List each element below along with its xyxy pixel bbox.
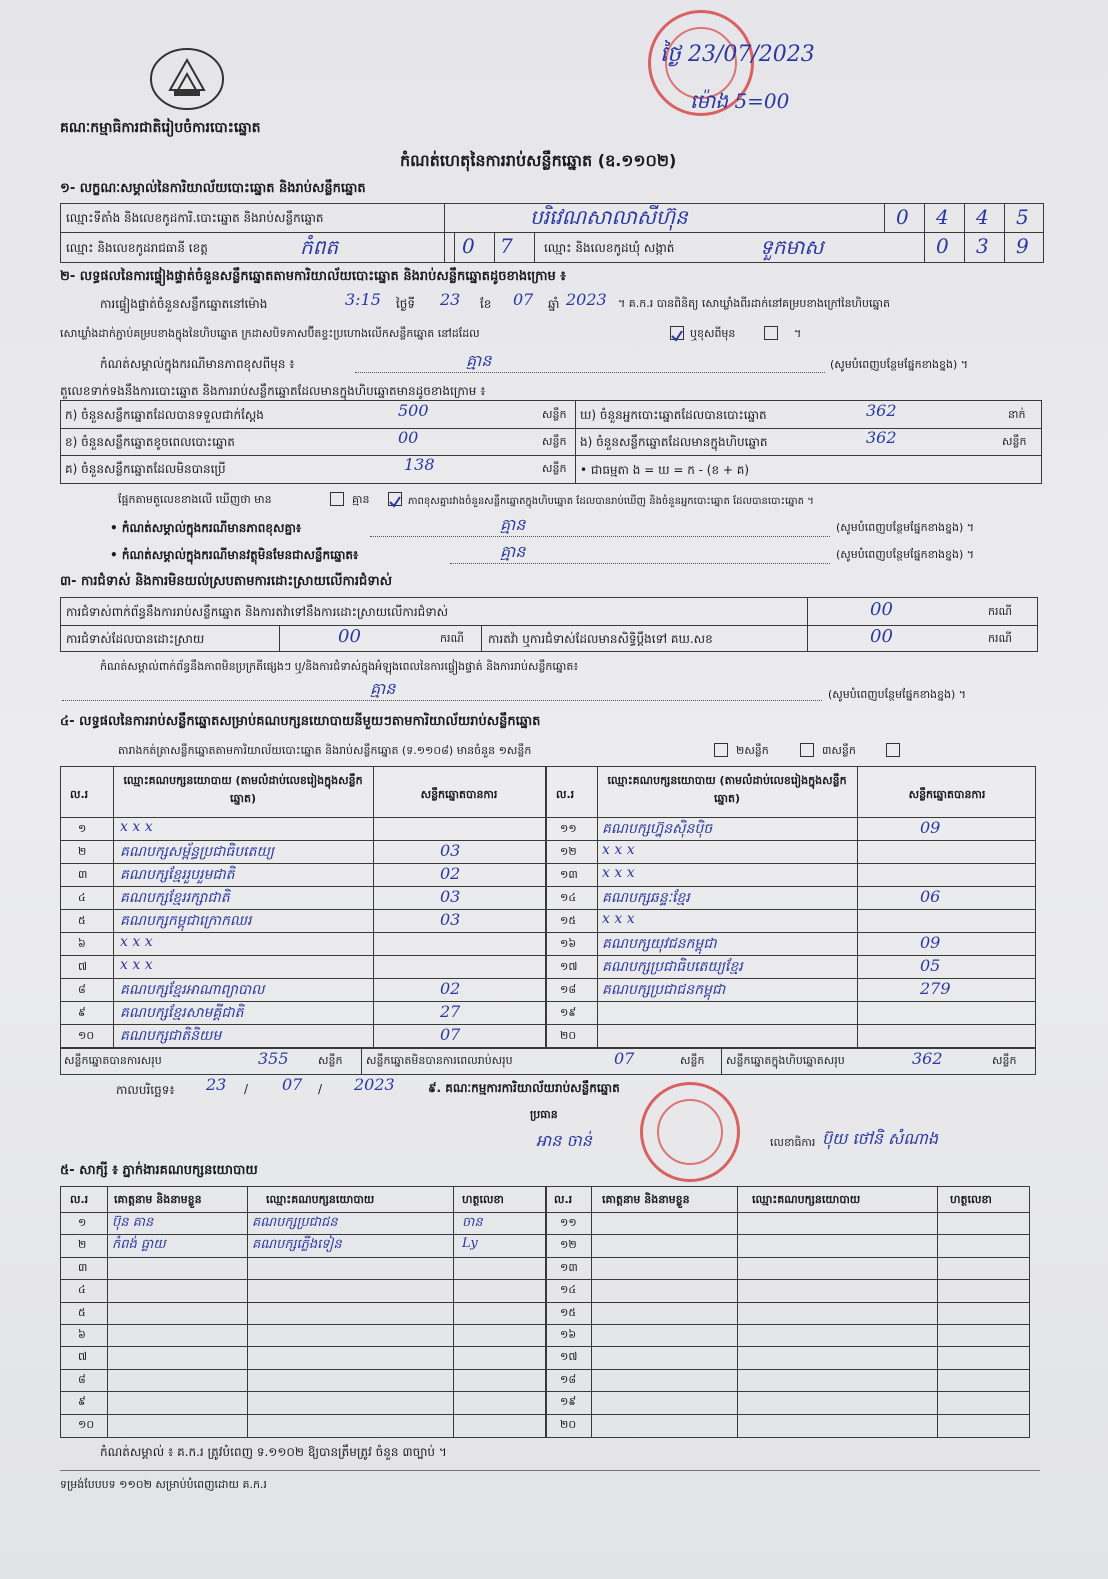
total-valid-label: សន្លឹកឆ្នោតបានការសរុប [64,1054,162,1067]
s1-code-digit: 0 [896,205,909,229]
s4-row-rule [60,863,1036,864]
formula: • ជាធម្មតា ង = ឃ = ក - (ខ + គ) [580,463,750,477]
s1-commune-code: 9 [1016,234,1029,258]
s5-row-number: ៨ [78,1373,86,1386]
s2-line4-a: ផ្អែកតាមតួលេខខាងលើ ឃើញថា មាន [118,493,272,506]
s4-col-votes-left: សន្លឹកឆ្នោតបានការ [420,788,498,801]
one-sheet-checkbox[interactable] [714,743,728,757]
s4-row-number: ៦ [78,937,86,950]
date-label: កាលបរិច្ឆេទ៖ [116,1083,175,1097]
s3-row1-label: ការជំទាស់ពាក់ព័ន្ធនឹងការរាប់សន្លឹកឆ្នោត និងការតវ៉ាទៅនឹងការដោះស្រាយលើការជំទាស់ [66,605,449,619]
ko-unit: សន្លឹក [542,462,567,475]
s3-row2-unit: ករណី [440,632,464,645]
s4-three-sheets: ៣សន្លឹក [822,744,856,757]
s3-note-value: គ្មាន [370,679,396,698]
s4-party-name: គណបក្សឆន្ទៈខ្មែរ [602,890,690,906]
s4-two-sheets: ២សន្លឹក [736,744,769,757]
s5-witness-table [60,1186,1030,1438]
s1-commune-value: ទួកមាស [760,235,824,259]
s4-row-number: ១៩ [560,1006,577,1019]
total-box-unit: សន្លឹក [992,1054,1017,1067]
s4-party-name: គណបក្សសម្ព័ន្ធប្រជាធិបតេយ្យ [120,844,275,860]
s4-party-votes: 09 [920,818,941,837]
s4-party-name: x x x [602,911,635,927]
s5-row-rule [60,1369,1030,1370]
s4-row-number: ៨ [78,983,86,996]
s4-row-number: ១៨ [560,983,577,996]
s1-location-value: បរិវេណសាលាសីហ៊ុន [530,205,688,229]
s5-row-number: ១២ [560,1238,577,1251]
s5-col-party-left: ឈ្មោះគណបក្សនយោបាយ [266,1193,375,1206]
bottom-official-seal [640,1082,740,1182]
s2-note-value: គ្មាន [466,351,492,370]
s5-col-sign-right: ហត្ថលេខា [950,1193,992,1206]
s3-row2-value2: 00 [870,626,893,647]
s5-row-rule [60,1346,1030,1347]
s4-totals-row [60,1047,1036,1075]
bullet1-label: • កំណត់សម្គាល់ក្នុងករណីមានភាពខុសគ្នា៖ [110,521,302,535]
s4-row-number: ១៣ [560,868,578,881]
ko-label: គ) ចំនួនសន្លឹកឆ្នោតដែលមិនបានប្រើ [65,462,226,476]
s5-row-number: ១០ [78,1418,95,1431]
s4-party-votes: 279 [920,979,951,998]
s4-party-name: គណបក្សខ្មែររួបរួមជាតិ [120,867,235,883]
s2-year: 2023 [566,290,607,309]
ka-value: 500 [398,401,429,420]
s4-row-rule [60,909,1036,910]
s1-code-digit: 4 [976,205,989,229]
three-sheet-checkbox[interactable] [886,743,900,757]
s4-row-rule [60,932,1036,933]
date-day: 23 [206,1075,227,1094]
s5-col-name-right: គោត្តនាម និងនាមខ្លួន [602,1193,690,1206]
s4-row-number: ២ [78,845,87,858]
total-valid-unit: សន្លឹក [318,1054,343,1067]
s4-row-number: ១៧ [560,960,578,973]
s5-witness-party: គណបក្សប្រជាជន [252,1215,338,1230]
s5-row-rule [60,1279,1030,1280]
s4-row-number: ១ [78,822,87,835]
s4-party-votes: 09 [920,933,941,952]
s3-row2-value: 00 [338,626,361,647]
total-invalid-label: សន្លឹកឆ្នោតមិនបានការពេលរាប់សរុប [366,1054,513,1067]
s4-party-name: x x x [120,934,153,950]
s5-row-number: ១៩ [560,1395,577,1408]
ngo-unit: សន្លឹក [1002,435,1027,448]
s5-row-rule [60,1302,1030,1303]
s1-code-digit: 4 [936,205,949,229]
s4-party-name: x x x [602,865,635,881]
s4-col-no-right: ល.រ [556,788,575,801]
s2-month: 07 [513,290,534,309]
s4-subline: តារាងកត់ត្រាសន្លឹកឆ្នោតតាមការិយាល័យបោះឆ្នោត និងរាប់សន្លឹកឆ្នោត (ទ.១១០៨) មានចំនួន ១សន្លឹក [118,744,532,757]
unchanged-checkbox[interactable] [670,326,684,340]
s4-row-number: ១៦ [560,937,577,950]
bullet2-label: • កំណត់សម្គាល់ក្នុងករណីមានវត្ថុមិនមែនជាសន្លឹកឆ្នោត៖ [110,548,359,562]
s4-row-number: ១២ [560,845,577,858]
s5-row-rule [60,1391,1030,1392]
s4-row-number: ៧ [78,960,88,973]
s5-col-party-right: ឈ្មោះគណបក្សនយោបាយ [752,1193,861,1206]
s4-party-name: គណបក្សប្រជាជនកម្ពុជា [602,982,726,998]
s5-row-number: ១៧ [560,1350,578,1363]
s5-row-number: ៧ [78,1350,88,1363]
s5-col-no-left: ល.រ [70,1193,89,1206]
s1-province-code: 0 [462,234,475,258]
s2-line1-c: ខែ [480,297,492,311]
s4-row-number: ៤ [78,891,86,904]
ka-label: ក) ចំនួនសន្លឹកឆ្នោតដែលបានទទួលជាក់ស្តែង [65,408,264,422]
kha-value: 00 [398,428,419,447]
s4-party-votes: 03 [440,910,461,929]
s5-row-number: ៦ [78,1328,86,1341]
s4-party-name: x x x [120,819,153,835]
s4-row-number: ២០ [560,1029,577,1042]
committee-label: ៩. គណៈកម្មការការិយាល័យរាប់សន្លឹកឆ្នោត [428,1081,620,1095]
s5-row-number: ២ [78,1238,87,1251]
ya-unit: នាក់ [1008,408,1026,421]
s2-line4-c: ភាពខុសគ្នារវាងចំនួនសន្លឹកឆ្នោតក្នុងហិបឆ្នោត ដែលបានរាប់ឃើញ និងចំនួនអ្នកបោះឆ្នោត ដែលបានបោះឆ្នោត ។ [408,496,814,507]
s2-line1-e: ។ គ.ក.រ បានពិនិត្យ សោឃ្លាំងពីរដាក់នៅគម្របខាងក្រៅនៃហិបឆ្នោត [618,297,890,310]
s4-row-number: ១៤ [560,891,577,904]
ngo-label: ង) ចំនួនសន្លឹកឆ្នោតដែលមានក្នុងហិបឆ្នោត [580,435,768,449]
bullet2-value: គ្មាន [500,542,526,561]
committee-name: គណៈកម្មាធិការជាតិរៀបចំការបោះឆ្នោត [60,120,261,136]
s3-row2-unit2: ករណី [988,632,1012,645]
s5-row-number: ១៤ [560,1283,577,1296]
s4-row-number: ១០ [78,1029,95,1042]
section1-title: ១- លក្ខណៈសម្គាល់នៃការិយាល័យបោះឆ្នោត និងរាប់សន្លឹកឆ្នោត [60,181,366,196]
s5-col-name-left: គោត្តនាម និងនាមខ្លួន [114,1193,202,1206]
chair-title: ប្រធាន [530,1108,558,1121]
s4-col-no-left: ល.រ [70,788,89,801]
s2-note-label: កំណត់សម្គាល់ក្នុងករណីមានភាពខុសពីមុន ៖ [100,357,295,371]
s2-line1-d: ឆ្នាំ [548,297,560,311]
s4-col-party-right: ឈ្មោះគណបក្សនយោបាយ (តាមលំដាប់លេខរៀងក្នុងសន្លឹកឆ្នោត) [607,774,847,805]
kha-label: ខ) ចំនួនសន្លឹកឆ្នោតខូចពេលបោះឆ្នោត [65,435,235,449]
s4-party-votes: 05 [920,956,941,975]
section3-title: ៣- ការជំទាស់ និងការមិនយល់ស្របតាមការដោះស្រាយលើការជំទាស់ [60,574,392,589]
s5-witness-signature: ចាន [462,1215,483,1230]
ya-label: ឃ) ចំនួនអ្នកបោះឆ្នោតដែលបានបោះឆ្នោត [580,408,767,422]
s5-col-no-right: ល.រ [554,1193,573,1206]
s4-row-rule [60,886,1036,887]
s4-col-party-left: ឈ្មោះគណបក្សនយោបាយ (តាមលំដាប់លេខរៀងក្នុងសន្លឹកឆ្នោត) [123,774,363,805]
s5-row-number: ១៣ [560,1261,578,1274]
bullet1-value: គ្មាន [500,515,526,534]
s2-line4-b: គ្មាន [352,493,370,506]
date-year: 2023 [354,1075,395,1094]
s5-row-rule [60,1324,1030,1325]
s5-row-rule [60,1257,1030,1258]
s5-row-rule [60,1234,1030,1235]
fill-hint: (សូមបំពេញបន្ថែមផ្នែកខាងខ្នង) ។ [836,548,975,561]
no-difference-checkbox[interactable] [388,492,402,506]
fill-hint: (សូមបំពេញបន្ថែមផ្នែកខាងខ្នង) ។ [828,688,967,701]
s4-row-rule [60,1001,1036,1002]
s5-witness-party: គណបក្សភ្លើងទៀន [252,1237,342,1252]
s5-witness-name: កំពង់ ធ្លាយ [112,1237,166,1252]
s4-row-rule [60,978,1036,979]
s1-location-label: ឈ្មោះទីតាំង និងលេខកូដការិ.បោះឆ្នោត និងរាប់សន្លឹកឆ្នោត [66,211,324,225]
s4-row-rule [60,955,1036,956]
ko-value: 138 [404,455,435,474]
s2-time: 3:15 [345,290,381,309]
section5-title: ៥- សាក្សី ៖ ភ្នាក់ងារគណបក្សនយោបាយ [60,1163,258,1178]
s4-row-number: ១៥ [560,914,577,927]
s5-witness-name: ប៊ុន គាន [112,1215,154,1230]
s5-col-sign-left: ហត្ថលេខា [462,1193,504,1206]
s5-row-number: ៩ [78,1395,86,1408]
form-title: កំណត់ហេតុនៃការរាប់សន្លឹកឆ្នោត (ឧ.១១០២) [400,151,677,170]
s4-party-votes: 02 [440,864,461,883]
s4-row-number: ៣ [78,868,88,881]
s4-party-votes: 03 [440,841,461,860]
s3-row1-value: 00 [870,599,893,620]
s1-province-label: ឈ្មោះ និងលេខកូដរាជធានី ខេត្ត [66,241,208,255]
s2-line2: សោឃ្លាំងដាក់ភ្ជាប់គម្របខាងក្នុងនៃហិបឆ្នោត ក្រដាសបិទភាសប៊ីតខ្ទះប្រហោងលើកសន្លឹកឆ្នោត នៅដដែល [60,327,480,340]
s4-party-votes: 06 [920,887,941,906]
s5-row-number: ១ [78,1216,87,1229]
s4-row-rule [60,1024,1036,1025]
s1-commune-code: 0 [936,234,949,258]
kha-unit: សន្លឹក [542,435,567,448]
s3-row1-unit: ករណី [988,605,1012,618]
chair-name: អាន ចាន់ [536,1131,592,1150]
s2-line1-b: ថ្ងៃទី [396,297,416,311]
s5-row-number: ១៥ [560,1306,577,1319]
s4-party-name: គណបក្សយុវជនកម្ពុជា [602,936,717,952]
emblem-logo [148,46,226,112]
s4-party-name: គណបក្សប្រជាធិបតេយ្យខ្មែរ [602,959,743,975]
section4-title: ៤- លទ្ធផលនៃការរាប់សន្លឹកឆ្នោតសម្រាប់គណបក្សនយោបាយនីមួយៗតាមការិយាល័យរាប់សន្លឹកឆ្នោត [60,714,541,729]
stamp-time: ម៉ោង 5=00 [690,89,790,113]
s2-line1-a: ការផ្ទៀងផ្ទាត់ចំនួនសន្លឹកឆ្នោតនៅម៉ោង [100,297,268,311]
total-valid-value: 355 [258,1049,289,1068]
s1-province-code: 7 [500,234,513,258]
s4-party-name: គណបក្សខ្មែរសាមគ្គីជាតិ [120,1005,244,1021]
changed-checkbox[interactable] [764,326,778,340]
ka-unit: សន្លឹក [542,408,567,421]
s5-row-number: ៤ [78,1283,86,1296]
s5-row-rule [60,1212,1030,1213]
s4-party-votes: 27 [440,1002,461,1021]
secretary-name: ប៊ុយ ថៅនិ សំណាង [822,1129,939,1148]
two-sheet-checkbox[interactable] [800,743,814,757]
s4-party-name: x x x [120,957,153,973]
footer-text: ទម្រង់បែបបទ ១១០២ សម្រាប់បំពេញដោយ គ.ក.រ [60,1478,267,1491]
s4-row-number: ៩ [78,1006,86,1019]
s2-line3: តួលេខទាក់ទងនឹងការបោះឆ្នោត និងការរាប់សន្លឹកឆ្នោតដែលមានក្នុងហិបឆ្នោតមានដូចខាងក្រោម ៖ [60,384,486,398]
s1-code-digit: 5 [1016,205,1029,229]
fill-hint: (សូមបំពេញបន្ថែមផ្នែកខាងខ្នង) ។ [830,358,969,371]
s4-party-votes: 07 [440,1025,461,1044]
s1-commune-code: 3 [976,234,989,258]
s5-row-number: ៥ [78,1306,86,1319]
s4-party-name: គណបក្សហ្វ៊ុនស៊ិនប៉ិច [602,821,713,837]
s4-party-votes: 02 [440,979,461,998]
s4-party-name: គណបក្សកម្ពុជាក្រោកឈរ [120,913,252,929]
s3-note-label: កំណត់សម្គាល់ពាក់ព័ន្ធនឹងភាពមិនប្រក្រតីផ្សេងៗ ឬ/និងការជំទាស់ក្នុងអំឡុងពេលនៃការផ្ទៀងផ្ទាត់ និងការរាប់សន្លឹកឆ្នោត៖ [100,660,579,673]
section2-title: ២- លទ្ធផលនៃការផ្ទៀងផ្ទាត់ចំនួនសន្លឹកឆ្នោតតាមការិយាល័យបោះឆ្នោត និងរាប់សន្លឹកឆ្នោតដូចខាងក្រោម ៖ [60,269,566,284]
total-invalid-value: 07 [614,1049,635,1068]
s4-col-votes-right: សន្លឹកឆ្នោតបានការ [908,788,986,801]
total-box-value: 362 [912,1049,943,1068]
s1-commune-label: ឈ្មោះ និងលេខកូដឃុំ សង្កាត់ [544,241,675,255]
s5-witness-signature: Ly [462,1236,478,1251]
s4-party-name: គណបក្សខ្មែរអាណាព្យាបាល [120,982,265,998]
s5-row-number: ១១ [560,1216,577,1229]
s5-row-number: ១៦ [560,1328,577,1341]
s2-changed-label: ឬខុសពីមុន [690,327,736,340]
s5-row-number: ១៨ [560,1373,577,1386]
fill-hint: (សូមបំពេញបន្ថែមផ្នែកខាងខ្នង) ។ [836,521,975,534]
s4-party-votes: 03 [440,887,461,906]
total-box-label: សន្លឹកឆ្នោតក្នុងហិបឆ្នោតសរុប [726,1054,845,1067]
secretary-label: លេខាធិការ [770,1136,816,1149]
s5-row-number: ៣ [78,1261,88,1274]
s5-row-rule [60,1414,1030,1415]
s4-row-rule [60,840,1036,841]
s2-day: 23 [440,290,461,309]
s1-province-value: កំពត [300,235,339,259]
s3-row2-label: ការជំទាស់ដែលបានដោះស្រាយ [66,632,205,646]
ya-value: 362 [866,401,897,420]
s4-row-rule [60,817,1036,818]
s4-party-name: គណបក្សជាតិនិយម [120,1028,222,1044]
s3-row2-label2: ការតវ៉ា ឬការជំទាស់ដែលមានសិទ្ធិប្តឹងទៅ គឃ.សខ [488,632,713,646]
s5-row-number: ២០ [560,1418,577,1431]
date-month: 07 [282,1075,303,1094]
total-invalid-unit: សន្លឹក [680,1054,705,1067]
s4-row-number: ១១ [560,822,577,835]
date-sep: / [244,1082,249,1096]
s4-row-number: ៥ [78,914,86,927]
ngo-value: 362 [866,428,897,447]
s5-note: កំណត់សម្គាល់ ៖ គ.ក.រ ត្រូវបំពេញ ទ.១១០២ ឱ្យបានត្រឹមត្រូវ ចំនួន ៣ច្បាប់ ។ [100,1445,447,1459]
date-sep: / [318,1082,323,1096]
has-difference-checkbox[interactable] [330,492,344,506]
s4-party-name: x x x [602,842,635,858]
stamp-date: ថ្ងៃ 23/07/2023 [660,42,815,67]
s2-line2-tail: ។ [794,327,802,340]
s4-party-name: គណបក្សខ្មែររក្សាជាតិ [120,890,230,906]
